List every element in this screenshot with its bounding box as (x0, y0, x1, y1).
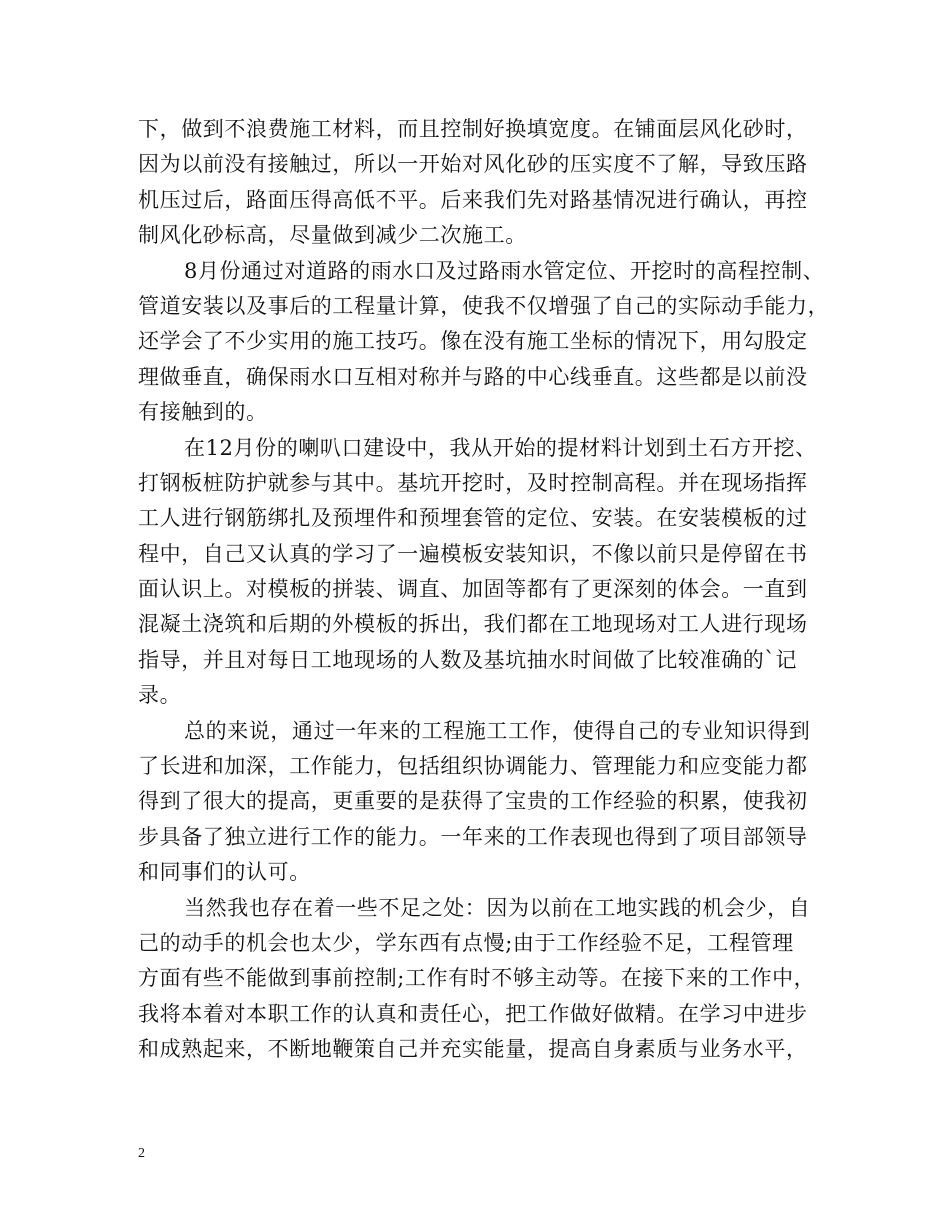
text-line: 打钢板桩防护就参与其中。基坑开挖时，及时控制高程。并在现场指挥 (138, 470, 808, 495)
text-line: 制风化砂标高，尽量做到减少二次施工。 (138, 223, 527, 248)
body-text (138, 112, 828, 1068)
text-line: 得到了很大的提高，更重要的是获得了宝贵的工作经验的积累，使我初 (138, 789, 808, 814)
text-line: 步具备了独立进行工作的能力。一年来的工作表现也得到了项目部领导 (138, 824, 808, 849)
text-line: 方面有些不能做到事前控制;工作有时不够主动等。在接下来的工作中， (138, 966, 816, 991)
text-line: 理做垂直，确保雨水口互相对称并与路的中心线垂直。这些都是以前没 (138, 364, 808, 389)
paragraph-first-line: 8月份通过对道路的雨水口及过路雨水管定位、开挖时的高程控制、 (184, 258, 825, 283)
text-line: 程中，自己又认真的学习了一遍模板安装知识，不像以前只是停留在书 (138, 541, 808, 566)
text-line: 机压过后，路面压得高低不平。后来我们先对路基情况进行确认，再控 (138, 187, 808, 212)
text-line: 录。 (138, 683, 182, 708)
text-line: 面认识上。对模板的拼装、调直、加固等都有了更深刻的体会。一直到 (138, 577, 808, 602)
text-line: 己的动手的机会也太少，学东西有点慢;由于工作经验不足，工程管理 (138, 930, 794, 955)
text-line: 了长进和加深，工作能力，包括组织协调能力、管理能力和应变能力都 (138, 754, 808, 779)
text-line: 因为以前没有接触过，所以一开始对风化砂的压实度不了解，导致压路 (138, 152, 808, 177)
text-line: 和成熟起来，不断地鞭策自己并充实能量，提高自身素质与业务水平， (138, 1037, 808, 1062)
text-line: 管道安装以及事后的工程量计算，使我不仅增强了自己的实际动手能力， (138, 293, 830, 318)
text-line: 混凝土浇筑和后期的外模板的拆出，我们都在工地现场对工人进行现场 (138, 612, 808, 637)
paragraph-first-line: 总的来说，通过一年来的工程施工工作，使得自己的专业知识得到 (184, 718, 811, 743)
text-line: 和同事们的认可。 (138, 860, 311, 885)
text-line: 指导，并且对每日工地现场的人数及基坑抽水时间做了比较准确的`记 (138, 647, 798, 672)
paragraph-first-line: 当然我也存在着一些不足之处：因为以前在工地实践的机会少，自 (184, 895, 811, 920)
page-number: 2 (138, 1146, 145, 1161)
text-line: 我将本着对本职工作的认真和责任心，把工作做好做精。在学习中进步 (138, 1001, 808, 1026)
text-line: 有接触到的。 (138, 400, 268, 425)
text-line: 还学会了不少实用的施工技巧。像在没有施工坐标的情况下，用勾股定 (138, 329, 808, 354)
text-line: 下，做到不浪费施工材料，而且控制好换填宽度。在铺面层风化砂时， (138, 117, 808, 141)
paragraph-first-line: 在12月份的喇叭口建设中，我从开始的提材料计划到土石方开挖、 (184, 435, 817, 460)
text-line: 工人进行钢筋绑扎及预埋件和预埋套管的定位、安装。在安装模板的过 (138, 506, 808, 531)
